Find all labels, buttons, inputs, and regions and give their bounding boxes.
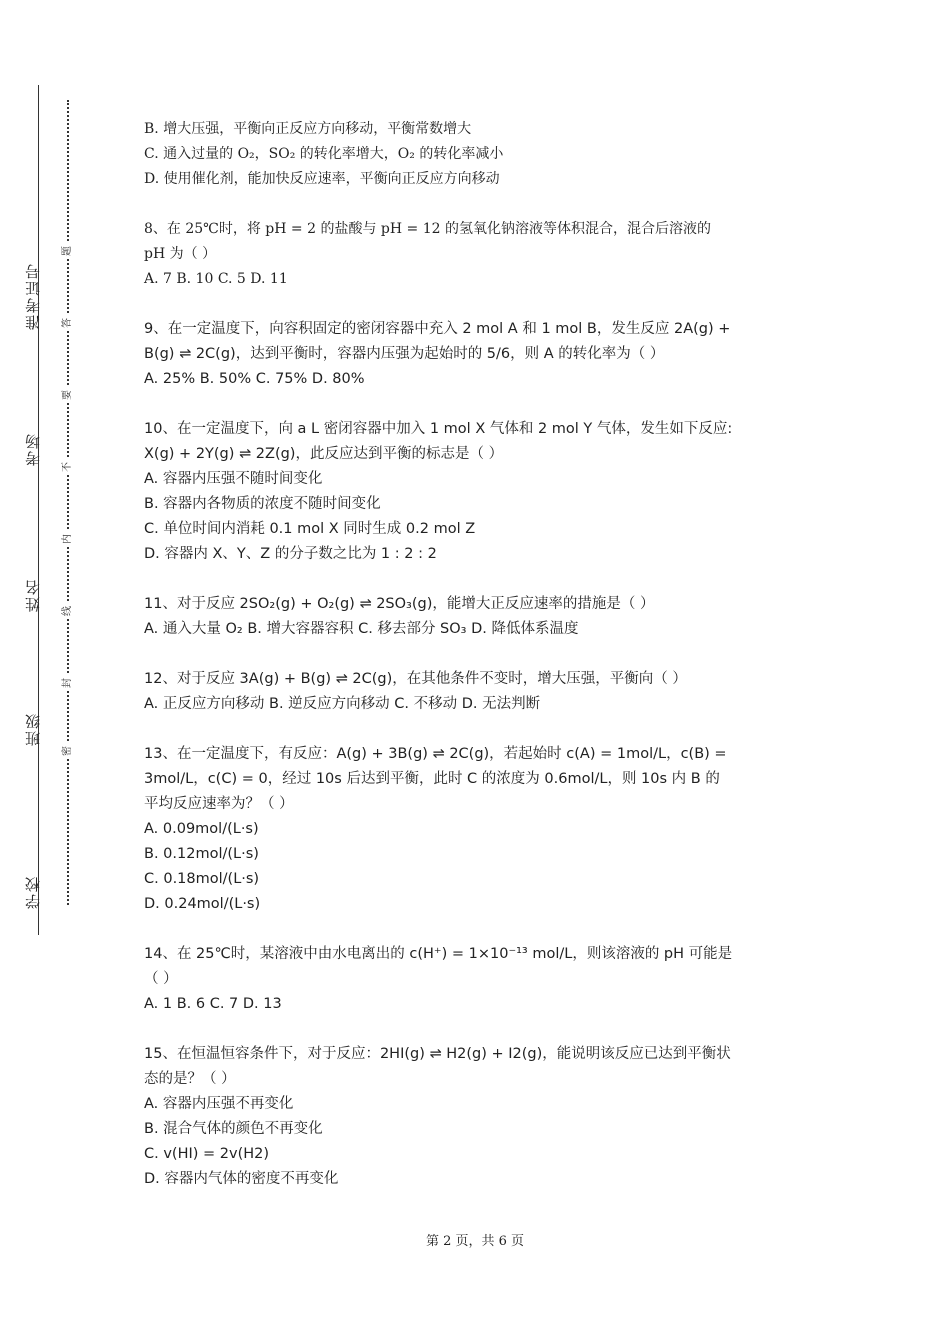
question-11 [144, 592, 814, 642]
question-line: C. 通入过量的 O₂，SO₂ 的转化率增大，O₂ 的转化率减小 [144, 146, 504, 162]
question-8 [144, 217, 814, 292]
question-line: A. 容器内压强不再变化 [144, 1096, 294, 1112]
question-line: 平均反应速率为？（ ） [144, 796, 294, 812]
question-line: A. 7 B. 10 C. 5 D. 11 [144, 271, 288, 287]
question-line: B(g) ⇌ 2C(g)，达到平衡时，容器内压强为起始时的 5/6，则 A 的转化率为（ ） [144, 346, 665, 362]
question-line: C. 0.18mol/(L·s) [144, 871, 260, 887]
question-line: D. 容器内气体的密度不再变化 [144, 1171, 339, 1187]
seal-char: 不 [61, 459, 75, 475]
question-9 [144, 317, 814, 392]
question-line: B. 0.12mol/(L·s) [144, 846, 259, 862]
question-line: D. 容器内 X、Y、Z 的分子数之比为 1 : 2 : 2 [144, 546, 437, 562]
page-number: 第 2 页，共 6 页 [425, 1234, 525, 1249]
question-line: 10、在一定温度下，向 a L 密闭容器中加入 1 mol X 气体和 2 mol Y 气体，发生如下反应: [144, 421, 733, 437]
seal-char: 要 [61, 387, 75, 403]
question-line: 3mol/L，c(C) = 0，经过 10s 后达到平衡，此时 C 的浓度为 0.6mol/L，则 10s 内 B 的 [144, 771, 720, 787]
field-school-label: 学校 [24, 875, 42, 909]
question-line: C. v(HI) = 2v(H2) [144, 1146, 270, 1162]
question-line: B. 增大压强，平衡向正反应方向移动，平衡常数增大 [144, 121, 472, 137]
question-line: B. 容器内各物质的浓度不随时间变化 [144, 496, 381, 512]
question-15 [144, 1042, 814, 1192]
question-line: X(g) + 2Y(g) ⇌ 2Z(g)，此反应达到平衡的标志是（ ） [144, 446, 504, 462]
question-line: 态的是？（ ） [144, 1071, 236, 1087]
question-line: （ ） [144, 971, 178, 987]
binding-dotted-line [67, 100, 69, 905]
question-line: 13、在一定温度下，有反应：A(g) + 3B(g) ⇌ 2C(g)，若起始时 c(A) = 1mol/L，c(B) = [144, 746, 727, 762]
seal-char: 答 [61, 315, 75, 331]
question-13 [144, 742, 814, 917]
question-line: A. 正反应方向移动 B. 逆反应方向移动 C. 不移动 D. 无法判断 [144, 696, 541, 712]
question-line: B. 混合气体的颜色不再变化 [144, 1121, 323, 1137]
question-line: D. 使用催化剂，能加快反应速率，平衡向正反应方向移动 [144, 171, 500, 187]
question-line: A. 0.09mol/(L·s) [144, 821, 259, 837]
seal-char: 线 [61, 603, 75, 619]
question-line: 8、在 25℃时，将 pH = 2 的盐酸与 pH = 12 的氢氧化钠溶液等体积混合，混合后溶液的 [144, 221, 711, 237]
field-class-label: 班级 [24, 712, 42, 746]
question-line: D. 0.24mol/(L·s) [144, 896, 261, 912]
question-7-continued [144, 117, 814, 192]
question-10 [144, 417, 814, 567]
question-line: A. 容器内压强不随时间变化 [144, 471, 323, 487]
question-line: 15、在恒温恒容条件下，对于反应：2HI(g) ⇌ H2(g) + I2(g)，能说明该反应已达到平衡状 [144, 1046, 731, 1062]
seal-char: 密 [61, 743, 75, 759]
question-line: A. 1 B. 6 C. 7 D. 13 [144, 996, 282, 1012]
question-14 [144, 942, 814, 1017]
question-line: 12、对于反应 3A(g) + B(g) ⇌ 2C(g)，在其他条件不变时，增大压强，平衡向（ ） [144, 671, 687, 687]
question-line: A. 通入大量 O₂ B. 增大容器容积 C. 移去部分 SO₃ D. 降低体系温度 [144, 621, 579, 637]
question-line: pH 为（ ） [144, 246, 217, 262]
question-line: 11、对于反应 2SO₂(g) + O₂(g) ⇌ 2SO₃(g)，能增大正反应速率的措施是（ ） [144, 596, 655, 612]
question-line: A. 25% B. 50% C. 75% D. 80% [144, 371, 365, 387]
question-12 [144, 667, 814, 717]
question-line: C. 单位时间内消耗 0.1 mol X 同时生成 0.2 mol Z [144, 521, 476, 537]
seal-char: 封 [61, 675, 75, 691]
question-line: 14、在 25℃时，某溶液中由水电离出的 c(H⁺) = 1×10⁻¹³ mol/L，则该溶液的 pH 可能是 [144, 946, 733, 962]
field-ticket-label: 准考证号 [24, 262, 42, 330]
field-name-label: 姓名 [24, 578, 42, 612]
binding-solid-line [38, 85, 39, 935]
question-list [144, 117, 814, 1217]
question-line: 9、在一定温度下，向容积固定的密闭容器中充入 2 mol A 和 1 mol B，发生反应 2A(g) + [144, 321, 731, 337]
field-room-label: 考场 [24, 432, 42, 466]
seal-char: 题 [61, 243, 75, 259]
seal-char: 内 [61, 531, 75, 547]
